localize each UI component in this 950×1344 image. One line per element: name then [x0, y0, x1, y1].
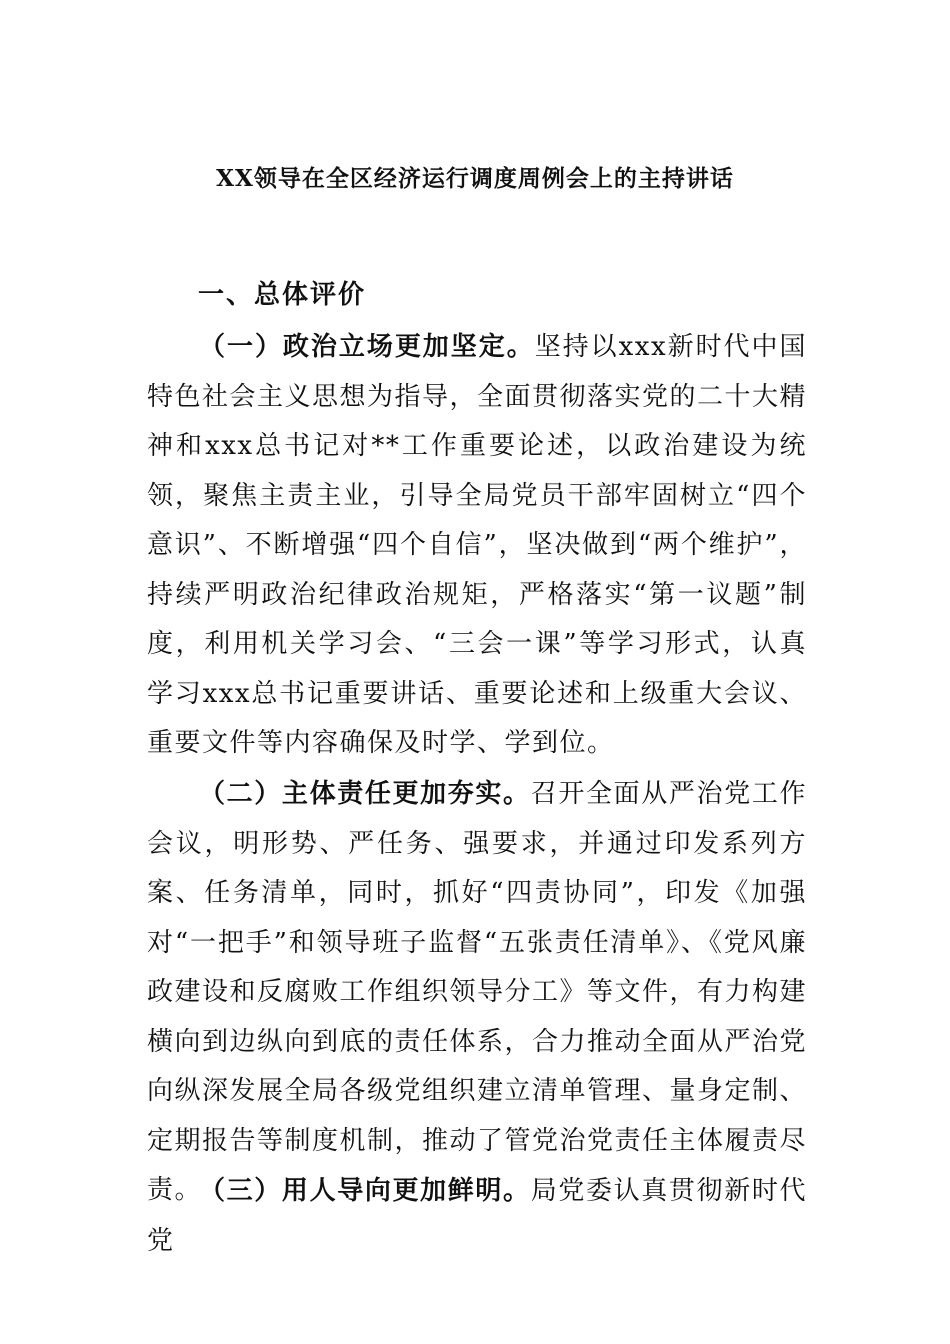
- paragraph-2-text: 召开全面从严治党工作会议，明形势、严任务、强要求，并通过印发系列方案、任务清单，同时，抓好“四责协同”，印发《加强对“一把手”和领导班子监督“五张责任清单》、《党风廉政建设和反腐败工作组织领导分工》等文件，有力构建横向到边纵向到底的责任体系，合力推动全面从严治党向纵深发展全局各级党组织建立清单管理、量身定制、定期报告等制度机制，推动了管党治党责任主体履责尽责。: [147, 779, 808, 1205]
- paragraph-1-lead: （一）政治立场更加坚定。: [199, 332, 535, 362]
- paragraph-2: [147, 770, 807, 1216]
- paragraph-1: [147, 323, 807, 769]
- paragraph-3-lead: （三）用人导向更加鲜明。: [199, 1176, 531, 1206]
- paragraph-1-text: 坚持以xxx新时代中国特色社会主义思想为指导，全面贯彻落实党的二十大精神和xxx总书记对**工作重要论述，以政治建设为统领，聚焦主责主业，引导全局党员干部牢固树立“四个意识”、不断增强“四个自信”，坚决做到“两个维护”，持续严明政治纪律政治规矩，严格落实“第一议题”制度，利用机关学习会、“三会一课”等学习形式，认真学习xxx总书记重要讲话、重要论述和上级重大会议、重要文件等内容确保及时学、学到位。: [147, 332, 808, 758]
- section-heading: 一、总体评价: [198, 280, 367, 310]
- document-title: XX领导在全区经济运行调度周例会上的主持讲话: [216, 165, 734, 192]
- paragraph-3-text: 局党委认真贯彻新时代党: [147, 1176, 807, 1256]
- paragraph-3: [147, 1167, 807, 1266]
- paragraph-2-lead: （二）主体责任更加夯实。: [199, 779, 531, 809]
